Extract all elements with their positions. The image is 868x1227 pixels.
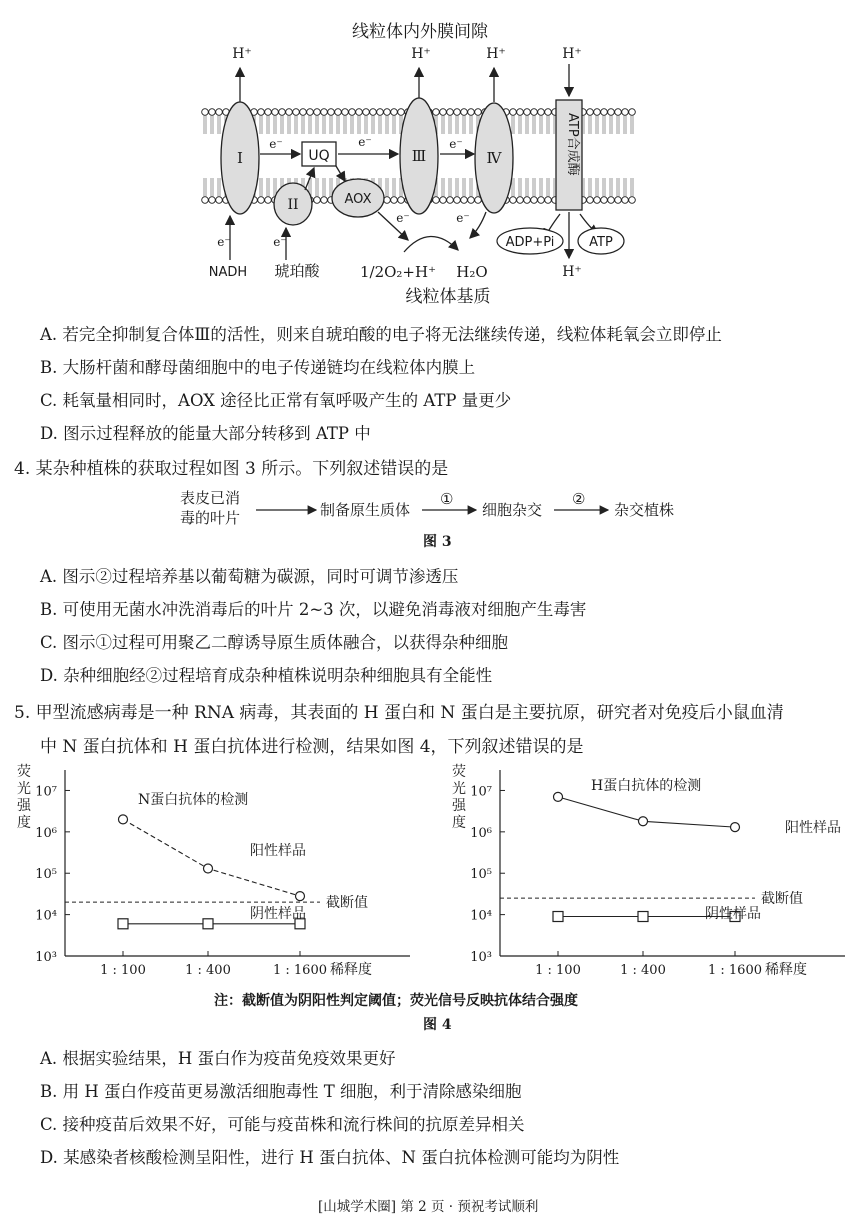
q4-stem: 4. 某杂种植株的获取过程如图 3 所示。下列叙述错误的是 — [14, 459, 449, 479]
y-tick-label: 10⁴ — [35, 908, 57, 924]
svg-text:e⁻: e⁻ — [269, 137, 283, 151]
y-axis-label: 光 — [17, 781, 31, 797]
svg-text:制备原生质体: 制备原生质体 — [320, 501, 411, 519]
series-label: 阳性样品 — [250, 843, 306, 859]
fig3-caption: 图 3 — [423, 534, 452, 550]
data-point — [638, 912, 648, 922]
x-axis-label: 稀释度 — [330, 962, 372, 978]
cutoff-label: 截断值 — [326, 895, 368, 912]
y-axis-label: 强 — [452, 798, 466, 814]
intermembrane-label: 线粒体内外膜间隙 — [352, 22, 488, 42]
data-point — [119, 815, 128, 824]
q4-option-b: B. 可使用无菌水冲洗消毒后的叶片 2~3 次，以避免消毒液对细胞产生毒害 — [40, 600, 587, 619]
q3-option-c: C. 耗氧量相同时，AOX 途径比正常有氧呼吸产生的 ATP 量更少 — [40, 391, 512, 410]
q4-option-a: A. 图示②过程培养基以葡萄糖为碳源，同时可调节渗透压 — [40, 567, 459, 586]
data-point — [203, 919, 213, 929]
succinate-label: 琥珀酸 — [274, 262, 320, 280]
svg-text:杂交植株: 杂交植株 — [614, 501, 675, 519]
q3-option-d: D. 图示过程释放的能量大部分转移到 ATP 中 — [40, 424, 371, 443]
svg-text:②: ② — [572, 490, 586, 508]
svg-text:毒的叶片: 毒的叶片 — [180, 509, 241, 527]
svg-text:①: ① — [440, 490, 454, 508]
y-tick-label: 10⁴ — [470, 908, 492, 924]
x-tick-label: 1 : 400 — [620, 963, 666, 978]
svg-text:e⁻: e⁻ — [217, 235, 231, 249]
svg-text:ADP+Pi: ADP+Pi — [505, 235, 555, 250]
page-footer: [山城学术圈] 第 2 页 · 预祝考试顺利 — [318, 1199, 539, 1215]
y-axis-label: 荧 — [452, 764, 466, 780]
series-label: 阴性样品 — [250, 906, 306, 922]
data-point — [553, 912, 563, 922]
y-axis-label: 荧 — [17, 764, 31, 780]
matrix-label: 线粒体基质 — [405, 287, 491, 307]
chart-h-protein — [445, 760, 865, 985]
data-point — [554, 792, 563, 801]
svg-text:e⁻: e⁻ — [358, 135, 372, 149]
y-tick-label: 10³ — [35, 950, 57, 965]
data-point — [731, 823, 740, 832]
fig4-caption: 图 4 — [423, 1017, 452, 1033]
chart-n-protein — [10, 760, 430, 985]
y-axis-label: 度 — [17, 815, 31, 831]
svg-text:e⁻: e⁻ — [449, 137, 463, 151]
x-tick-label: 1 : 100 — [535, 963, 581, 978]
svg-text:ATP合成酶: ATP合成酶 — [565, 113, 580, 176]
series-label: 阳性样品 — [785, 820, 841, 836]
svg-text:H⁺: H⁺ — [411, 46, 431, 62]
svg-text:表皮已消: 表皮已消 — [180, 489, 241, 507]
svg-text:e⁻: e⁻ — [456, 211, 470, 225]
svg-text:H⁺: H⁺ — [562, 46, 582, 62]
svg-text:AOX: AOX — [344, 192, 372, 207]
data-point — [296, 892, 305, 901]
q5-stem-line2: 中 N 蛋白抗体和 H 蛋白抗体进行检测，结果如图 4，下列叙述错误的是 — [40, 737, 584, 757]
y-axis-label: 光 — [452, 781, 466, 797]
svg-text:ATP: ATP — [589, 235, 613, 250]
svg-text:e⁻: e⁻ — [396, 211, 410, 225]
svg-text:II: II — [287, 197, 299, 213]
series-label: 阴性样品 — [705, 906, 761, 922]
water-label: H₂O — [456, 263, 488, 281]
data-point — [204, 864, 213, 873]
y-axis-label: 度 — [452, 815, 466, 831]
y-axis-label: 强 — [17, 798, 31, 814]
y-tick-label: 10⁷ — [35, 784, 57, 800]
q4-option-d: D. 杂种细胞经②过程培育成杂种植株说明杂种细胞具有全能性 — [40, 666, 493, 685]
svg-text:Ⅳ: Ⅳ — [486, 149, 502, 167]
q5-option-b: B. 用 H 蛋白作疫苗更易激活细胞毒性 T 细胞，利于清除感染细胞 — [40, 1082, 522, 1101]
chart-title: H蛋白抗体的检测 — [591, 778, 702, 794]
svg-text:I: I — [237, 149, 243, 167]
q3-option-b: B. 大肠杆菌和酵母菌细胞中的电子传递链均在线粒体内膜上 — [40, 358, 476, 377]
y-tick-label: 10³ — [470, 950, 492, 965]
y-tick-label: 10⁶ — [35, 825, 57, 841]
svg-text:e⁻: e⁻ — [273, 235, 287, 249]
q5-option-a: A. 根据实验结果，H 蛋白作为疫苗免疫效果更好 — [40, 1049, 396, 1068]
x-tick-label: 1 : 400 — [185, 963, 231, 978]
q5-option-c: C. 接种疫苗后效果不好，可能与疫苗株和流行株间的抗原差异相关 — [40, 1115, 525, 1134]
svg-text:H⁺: H⁺ — [232, 46, 252, 62]
q5-stem-line1: 5. 甲型流感病毒是一种 RNA 病毒，其表面的 H 蛋白和 N 蛋白是主要抗原，研究者对免疫后小鼠血清 — [14, 703, 784, 723]
x-tick-label: 1 : 1600 — [708, 963, 762, 978]
svg-text:Ⅲ: Ⅲ — [411, 147, 427, 165]
x-tick-label: 1 : 1600 — [273, 963, 327, 978]
y-tick-label: 10⁵ — [35, 867, 57, 883]
q4-option-c: C. 图示①过程可用聚乙二醇诱导原生质体融合，以获得杂种细胞 — [40, 633, 509, 652]
cutoff-label: 截断值 — [761, 891, 803, 908]
svg-text:细胞杂交: 细胞杂交 — [482, 501, 543, 519]
chart-title: N蛋白抗体的检测 — [138, 792, 249, 808]
svg-text:UQ: UQ — [308, 148, 330, 164]
y-tick-label: 10⁷ — [470, 784, 492, 800]
data-point — [118, 919, 128, 929]
electron-transport-diagram — [190, 10, 650, 312]
q4-flowchart — [176, 486, 696, 534]
y-tick-label: 10⁵ — [470, 867, 492, 883]
q3-option-a: A. 若完全抑制复合体Ⅲ的活性，则来自琥珀酸的电子将无法继续传递，线粒体耗氧会立即停止 — [40, 325, 722, 344]
svg-text:H⁺: H⁺ — [562, 264, 582, 280]
oxygen-label: 1/2O₂+H⁺ — [359, 263, 437, 281]
x-tick-label: 1 : 100 — [100, 963, 146, 978]
nadh-label: NADH — [208, 265, 248, 280]
q5-option-d: D. 某感染者核酸检测呈阳性，进行 H 蛋白抗体、N 蛋白抗体检测可能均为阴性 — [40, 1148, 620, 1167]
y-tick-label: 10⁶ — [470, 825, 492, 841]
data-point — [639, 817, 648, 826]
svg-text:H⁺: H⁺ — [486, 46, 506, 62]
x-axis-label: 稀释度 — [765, 962, 807, 978]
fig4-note: 注：截断值为阴阳性判定阈值；荧光信号反映抗体结合强度 — [214, 993, 578, 1009]
